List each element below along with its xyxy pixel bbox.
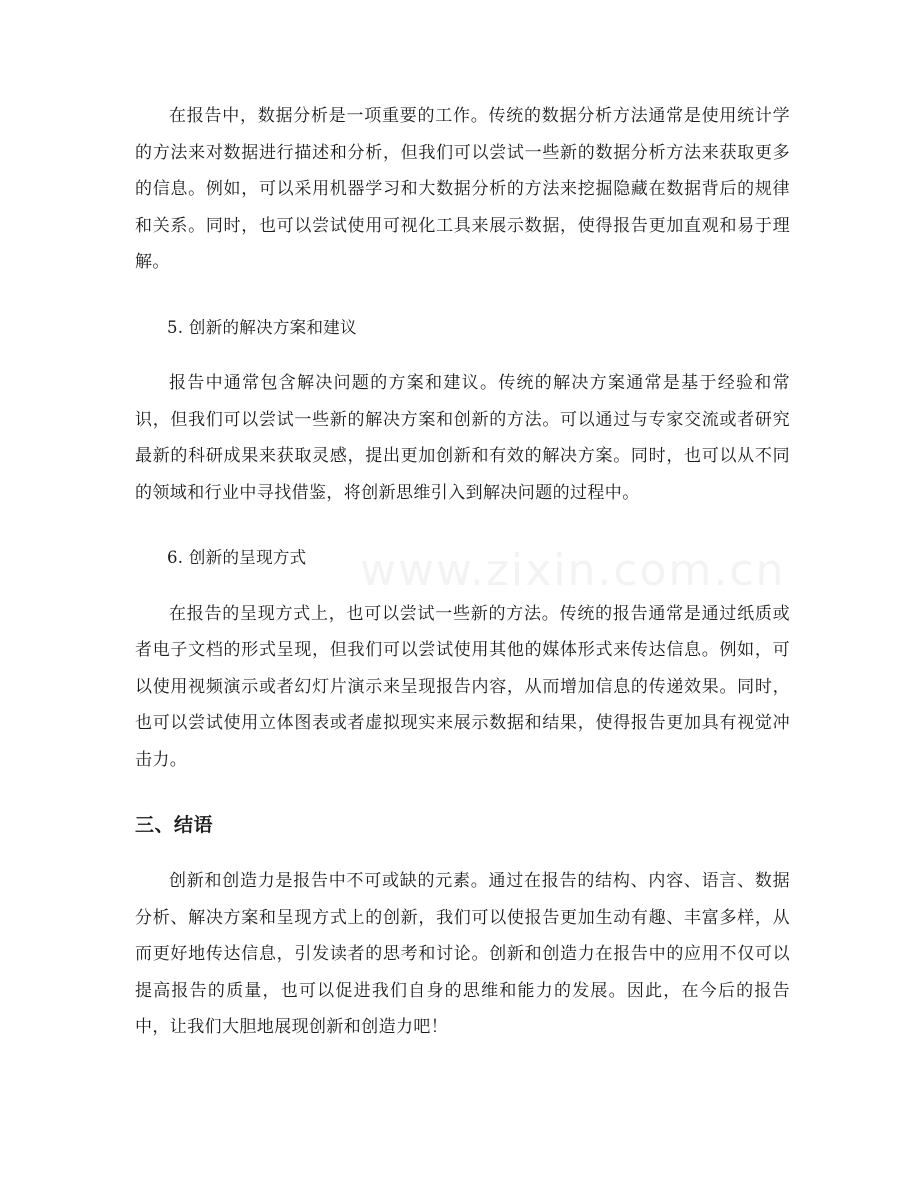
paragraph-data-analysis: 在报告中，数据分析是一项重要的工作。传统的数据分析方法通常是使用统计学的方法来对数据进行描述和分析，但我们可以尝试一些新的数据分析方法来获取更多的信息。例如，可以采用机器学习和大数据分析的方法来挖掘隐藏在数据背后的规律和关系。同时，也可以尝试使用可视化工具来展示数据，使得报告更加直观和易于理解。 bbox=[135, 106, 790, 272]
paragraph-presentation: 在报告的呈现方式上，也可以尝试一些新的方法。传统的报告通常是通过纸质或者电子文档的形式呈现，但我们可以尝试使用其他的媒体形式来传达信息。例如，可以使用视频演示或者幻灯片演示来呈现报告内容，从而增加信息的传递效果。同时，也可以尝试使用立体图表或者虚拟现实来展示数据和结果，使得报告更加具有视觉冲击力。 bbox=[135, 603, 790, 770]
paragraph-conclusion: 创新和创造力是报告中不可或缺的元素。通过在报告的结构、内容、语言、数据分析、解决方案和呈现方式上的创新，我们可以使报告更加生动有趣、丰富多样，从而更好地传达信息，引发读者的思考和讨论。创新和创造力在报告中的应用不仅可以提高报告的质量，也可以促进我们自身的思维和能力的发展。因此，在今后的报告中，让我们大胆地展现创新和创造力吧！ bbox=[135, 871, 790, 1037]
section-title-conclusion: 三、结语 bbox=[135, 814, 214, 836]
watermark-text: www.zixin.com.cn bbox=[360, 545, 786, 596]
heading-innovative-presentation: 6. 创新的呈现方式 bbox=[167, 548, 307, 567]
heading-innovative-solutions: 5. 创新的解决方案和建议 bbox=[167, 317, 357, 337]
paragraph-solutions: 报告中通常包含解决问题的方案和建议。传统的解决方案通常是基于经验和常识，但我们可以尝试一些新的解决方案和创新的方法。可以通过与专家交流或者研究最新的科研成果来获取灵感，提出更加创新和有效的解决方案。同时，也可以从不同的领域和行业中寻找借鉴，将创新思维引入到解决问题的过程中。 bbox=[135, 373, 790, 503]
document-body bbox=[135, 98, 790, 1075]
